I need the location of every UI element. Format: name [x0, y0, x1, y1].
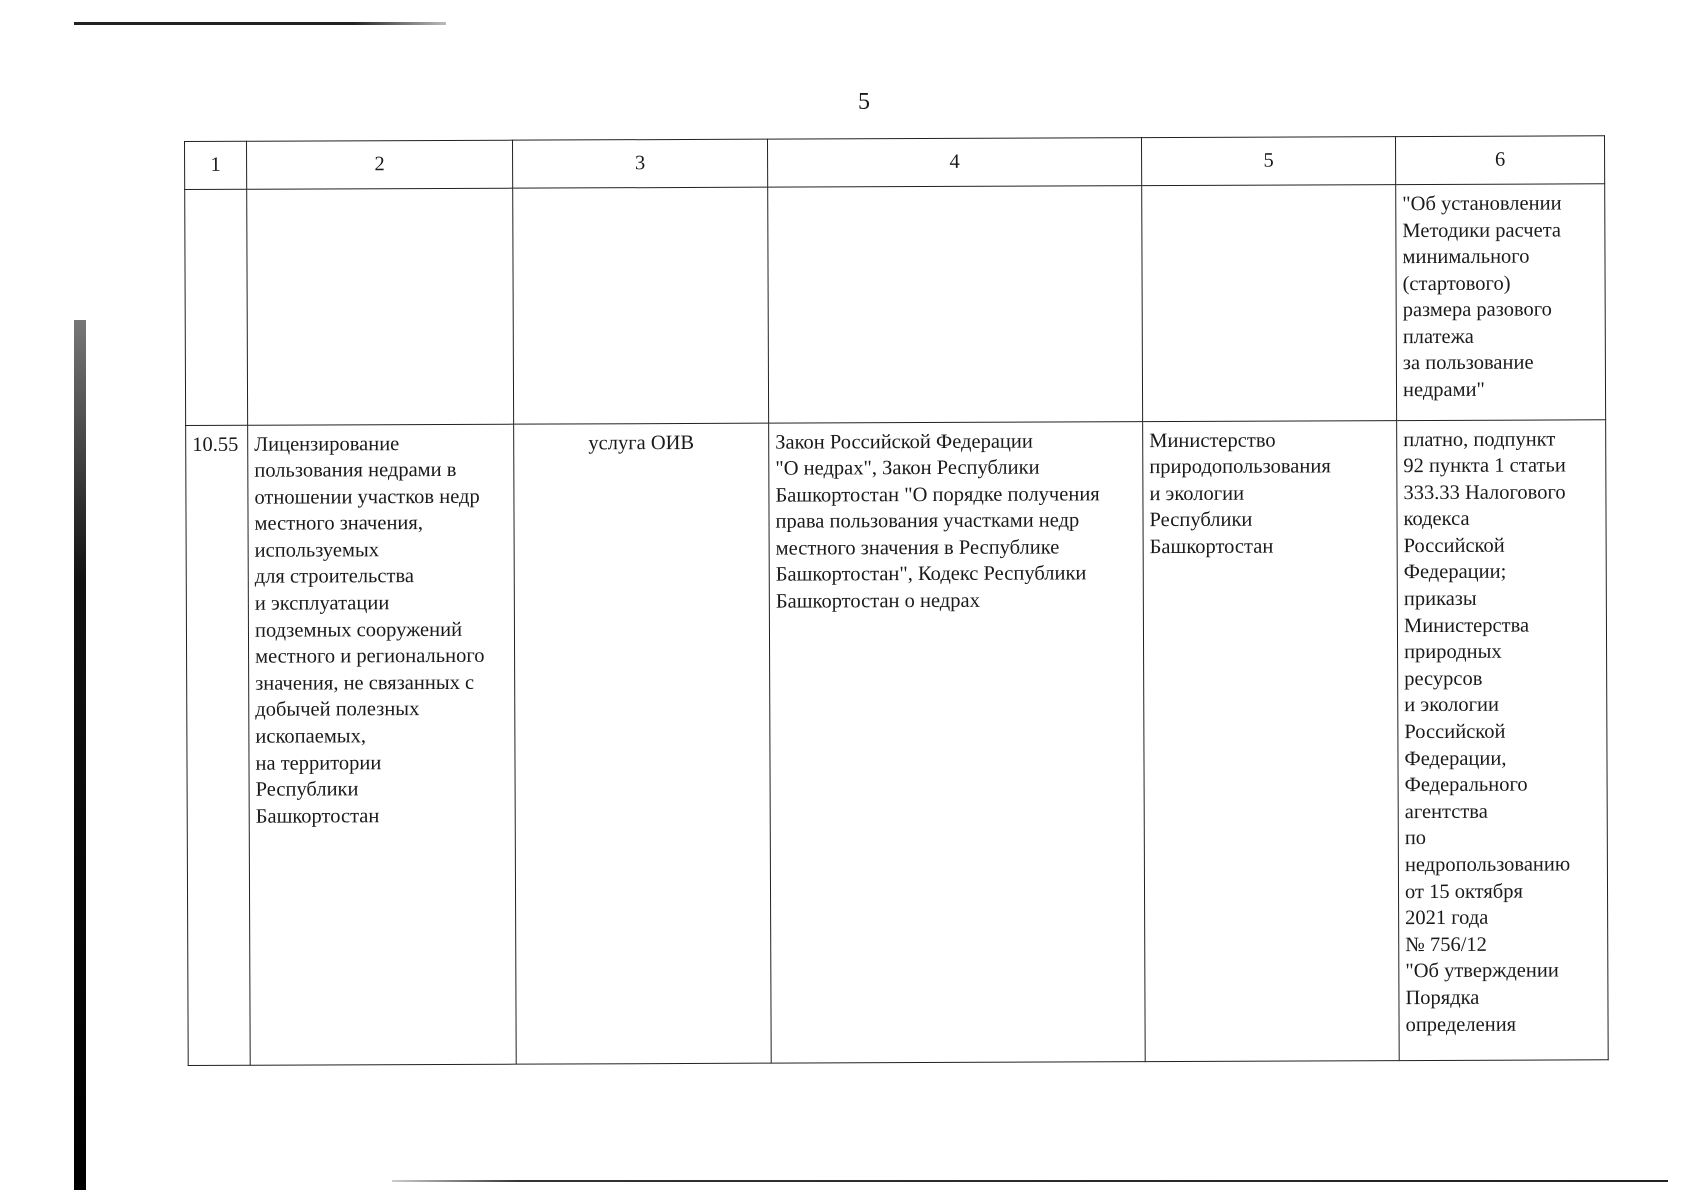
- header-cell-col6: 6: [1395, 136, 1604, 185]
- scan-bottom-edge-line: [392, 1180, 1668, 1182]
- page-number: 5: [858, 89, 870, 115]
- row2-payment-cell: платно, подпункт 92 пункта 1 статьи 333.33 Налогового кодекса Российской Федерации; приказы Министерства природных ресурсов и экологии Российской Федерации, Федерального агентства по недропользованию от 15 октября 2021 года № 756/12 "Об утверждении Порядка определения: [1397, 419, 1609, 1060]
- table-row: [185, 184, 1606, 425]
- table-header-row: [185, 136, 1605, 190]
- services-table: [184, 135, 1609, 1066]
- scan-top-edge-line: [74, 22, 446, 25]
- row2-number-cell: 10.55: [186, 425, 251, 1066]
- header-cell-col1: 1: [185, 141, 247, 189]
- row1-number-cell: [185, 189, 248, 425]
- row2-type-cell: услуга ОИВ: [514, 423, 772, 1065]
- header-cell-col3: 3: [512, 139, 767, 188]
- row1-authority-cell: [1142, 185, 1397, 422]
- row1-type-cell: [513, 187, 769, 424]
- header-cell-col5: 5: [1141, 137, 1395, 186]
- header-cell-col2: 2: [247, 140, 513, 189]
- header-cell-col4: 4: [767, 138, 1141, 187]
- row2-service-cell: Лицензирование пользования недрами в отношении участков недр местного значения, используемых для строительства и эксплуатации подземных сооружений местного и регионального значения, не связанных с добычей полезных ископаемых, на территории Республики Башкортостан: [248, 424, 517, 1066]
- scan-left-edge-bar: [74, 320, 86, 1190]
- row1-legal-basis-cell: [768, 186, 1143, 423]
- row1-service-cell: [247, 188, 514, 425]
- table-row: [186, 419, 1609, 1065]
- row2-legal-basis-cell: Закон Российской Федерации "О недрах", Закон Республики Башкортостан "О порядке получения права пользования участками недр местного значения в Республике Башкортостан", Кодекс Республики Башкортостан о недрах: [769, 421, 1146, 1063]
- row2-authority-cell: Министерство природопользования и экологии Республики Башкортостан: [1143, 420, 1400, 1062]
- row1-payment-cell: "Об установлении Методики расчета минимального (стартового) размера разового платежа за пользование недрами": [1396, 184, 1606, 420]
